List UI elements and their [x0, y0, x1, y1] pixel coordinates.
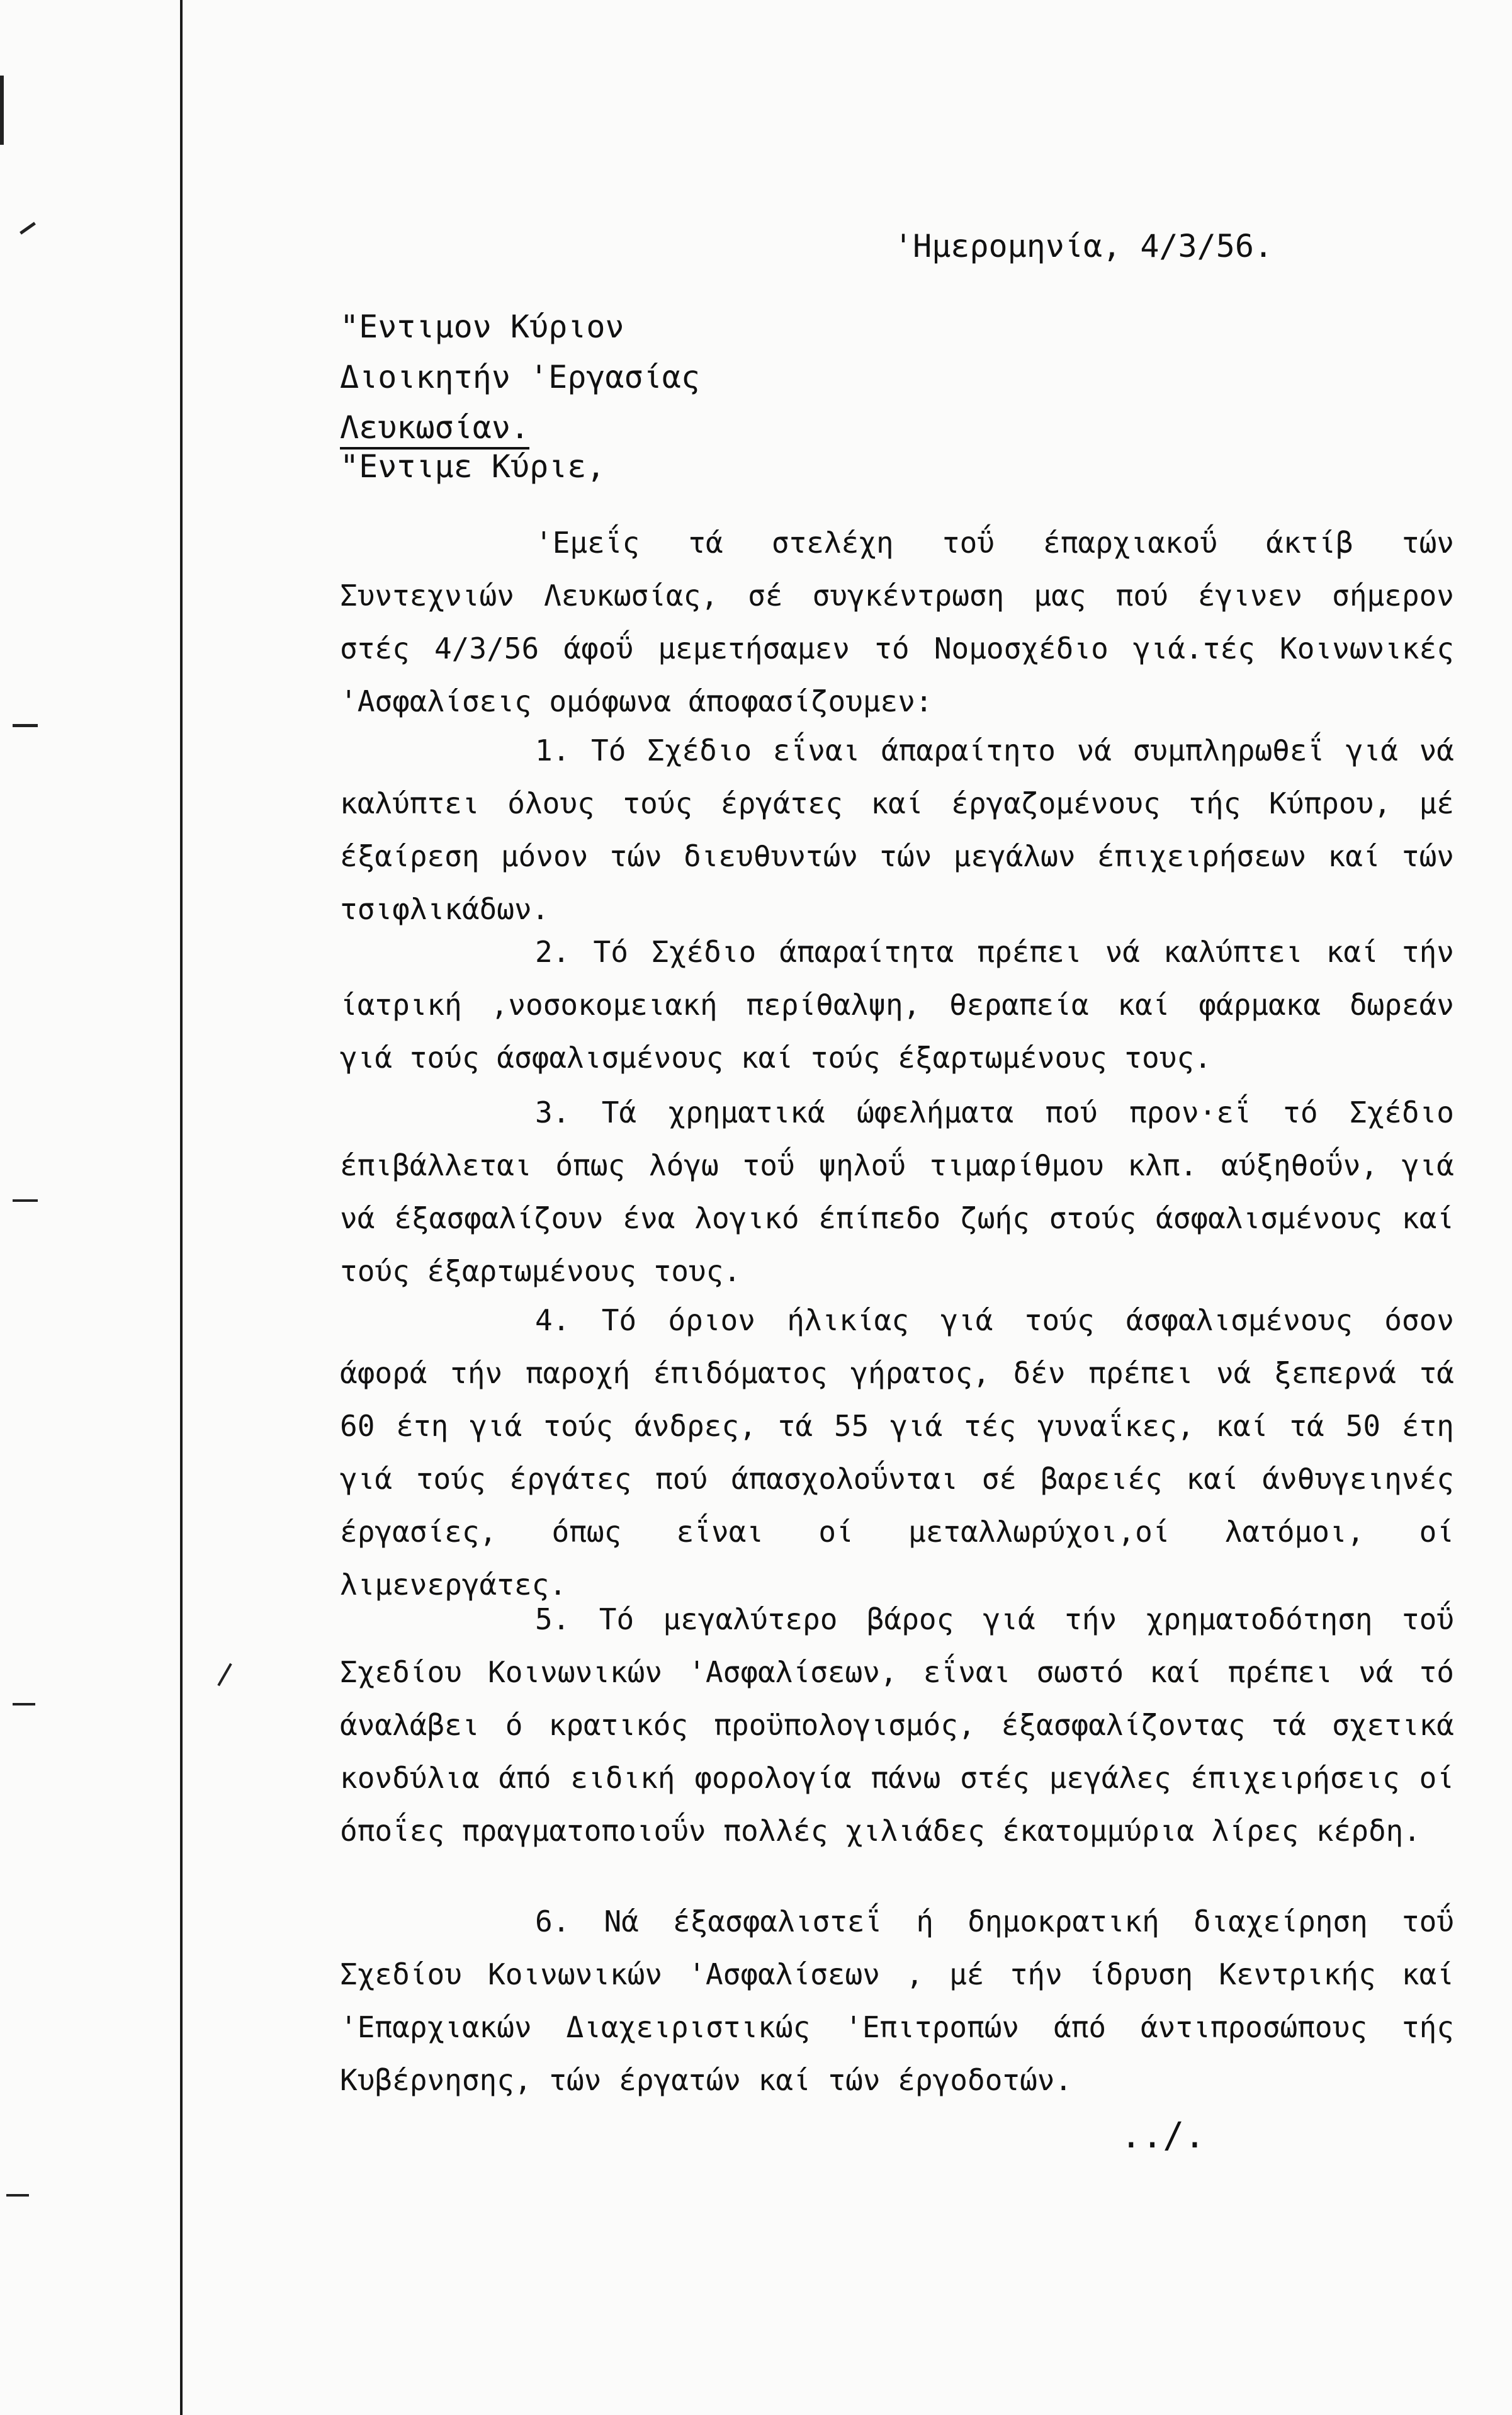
recipient-line-1: "Εντιμον Κύριον	[340, 308, 624, 345]
scan-mark	[13, 1703, 35, 1705]
point-1	[340, 724, 1454, 936]
continuation-mark: ../.	[1120, 2115, 1205, 2156]
scan-mark	[13, 1199, 38, 1202]
point-text: 2. Τό Σχέδιο άπαραίτητα πρέπει νά καλύπτει καί τήν ίατρική ,νοσοκομειακή περίθαλψη, θεραπεία καί φάρμακα δωρεάν γιά τούς άσφαλισμένους καί τούς έξαρτωμένους τους.	[340, 935, 1454, 1075]
intro-text: 'Εμεΐς τά στελέχη τοΰ έπαρχιακοΰ άκτίβ τών Συντεχνιών Λευκωσίας, σέ συγκέντρωση μας πού έγινεν σήμερον στές 4/3/56 άφοΰ μεμετήσαμεν τό Νομοσχέδιο γιά.τές Κοινωνικές 'Ασφαλίσεις ομόφωνα άποφασίζουμεν:	[340, 526, 1454, 718]
scan-mark	[20, 222, 36, 234]
scan-mark	[6, 2194, 29, 2197]
scan-mark	[217, 1663, 232, 1687]
point-4	[340, 1294, 1454, 1611]
date-line: 'Ημερομηνία, 4/3/56.	[894, 228, 1273, 264]
point-2	[340, 925, 1454, 1084]
intro-paragraph	[340, 516, 1454, 728]
point-text: 6. Νά έξασφαλιστεΐ ή δημοκρατική διαχείρηση τοΰ Σχεδίου Κοινωνικών 'Ασφαλίσεων , μέ τήν ίδρυση Κεντρικής καί 'Επαρχιακών Διαχειριστικώς 'Επιτροπών άπό άντιπροσώπους τής Κυβέρνησης, τών έργατών καί τών έργοδοτών.	[340, 1904, 1454, 2097]
point-text: 4. Τό όριον ήλικίας γιά τούς άσφαλισμένους όσον άφορά τήν παροχή έπιδόματος γήρατος, δέν πρέπει νά ξεπερνά τά 60 έτη γιά τούς άνδρες, τά 55 γιά τές γυναΐκες, καί τά 50 έτη γιά τούς έργάτες πού άπασχολοΰνται σέ βαρειές καί άνθυγειηνές έργασίες, όπως εΐναι οί μεταλλωρύχοι,οί λατόμοι, οί λιμενεργάτες.	[340, 1303, 1454, 1602]
recipient-line-3: Λευκωσίαν.	[340, 409, 529, 450]
salutation: "Εντιμε Κύριε,	[340, 448, 606, 485]
point-5	[340, 1593, 1454, 1857]
point-text: 1. Τό Σχέδιο εΐναι άπαραίτητο νά συμπληρωθεΐ γιά νά καλύπτει όλους τούς έργάτες καί έργαζομένους τής Κύπρου, μέ έξαίρεση μόνον τών διευθυντών τών μεγάλων έπιχειρήσεων καί τών τσιφλικάδων.	[340, 733, 1454, 926]
point-3	[340, 1086, 1454, 1298]
point-text: 5. Τό μεγαλύτερο βάρος γιά τήν χρηματοδότηση τοΰ Σχεδίου Κοινωνικών 'Ασφαλίσεων, εΐναι σωστό καί πρέπει νά τό άναλάβει ό κρατικός προϋπολογισμός, έξασφαλίζοντας τά σχετικά κονδύλια άπό ειδική φορολογία πάνω στές μεγάλες έπιχειρήσεις οί όποΐες πραγματοποιοΰν πολλές χιλιάδες έκατομμύρια λίρες κέρδη.	[340, 1602, 1454, 1848]
recipient-line-2: Διοικητήν 'Εργασίας	[340, 359, 700, 395]
point-6	[340, 1895, 1454, 2107]
point-text: 3. Τά χρηματικά ώφελήματα πού προν·εΐ τό Σχέδιο έπιβάλλεται όπως λόγω τοΰ ψηλοΰ τιμαρίθμου κλπ. αύξηθοΰν, γιά νά έξασφαλίζουν ένα λογικό έπίπεδο ζωής στούς άσφαλισμένους καί τούς έξαρτωμένους τους.	[340, 1095, 1454, 1288]
scan-mark	[13, 724, 38, 727]
scan-mark	[0, 76, 4, 145]
scan-edge-line	[180, 0, 183, 2415]
